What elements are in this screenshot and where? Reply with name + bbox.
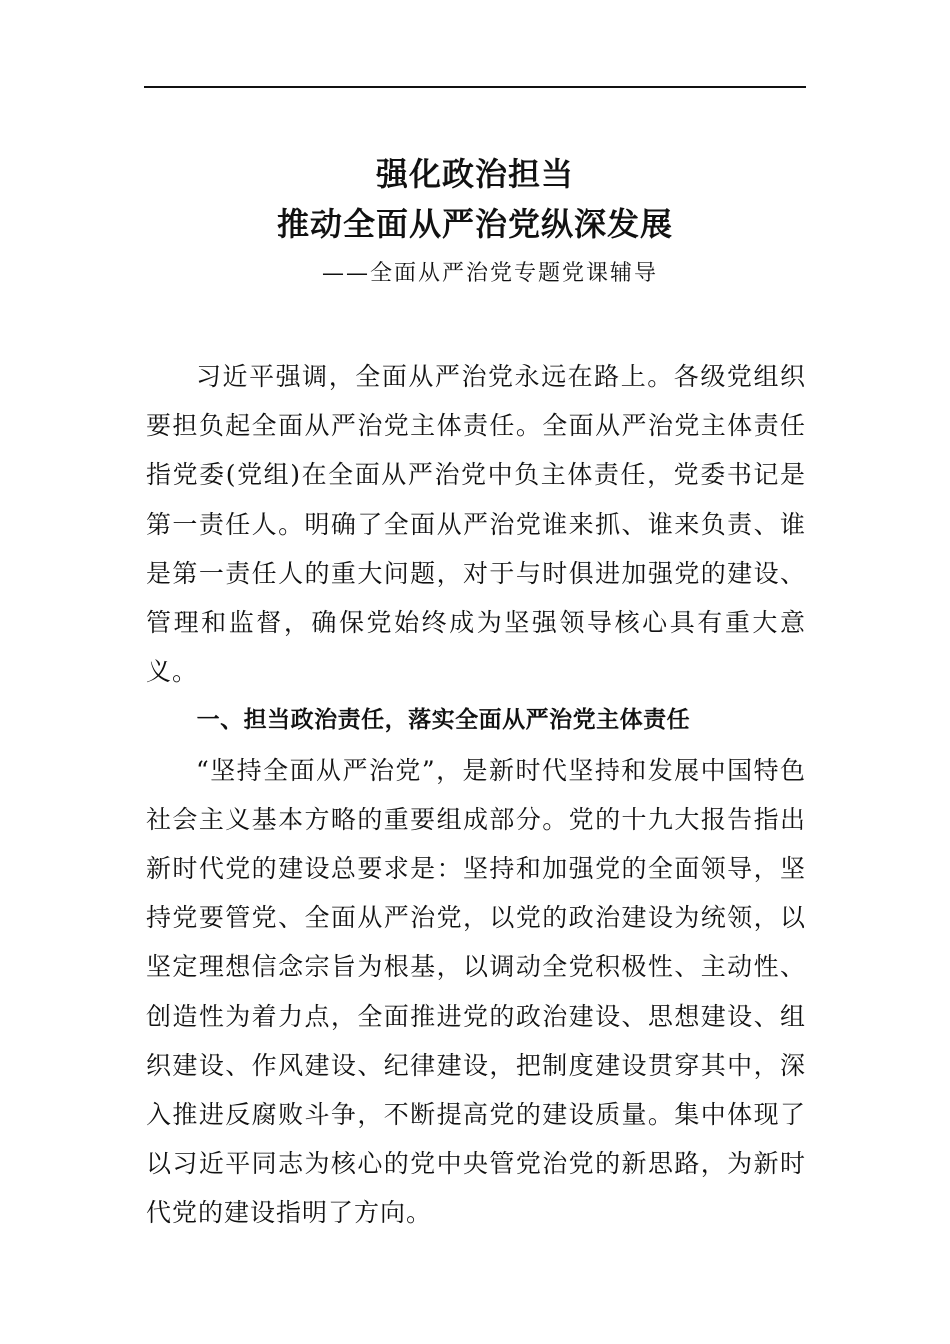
paragraph-intro: 习近平强调，全面从严治党永远在路上。各级党组织要担负起全面从严治党主体责任。全面从严治党主体责任指党委(党组)在全面从严治党中负主体责任，党委书记是第一责任人。明确了全面从严治党谁来抓、谁来负责、谁是第一责任人的重大问题，对于与时俱进加强党的建设、管理和监督，确保党始终成为坚强领导核心具有重大意义。 [146,362,806,687]
document-title-line-1: 强化政治担当 [375,155,574,193]
document-body [146,352,806,1238]
header-rule [144,86,806,88]
paragraph-section-1: “坚持全面从严治党”，是新时代坚持和发展中国特色社会主义基本方略的重要组成部分。党的十九大报告指出新时代党的建设总要求是：坚持和加强党的全面领导，坚持党要管党、全面从严治党，以党的政治建设为统领，以坚定理想信念宗旨为根基，以调动全党积极性、主动性、创造性为着力点，全面推进党的政治建设、思想建设、组织建设、作风建设、纪律建设，把制度建设贯穿其中，深入推进反腐败斗争，不断提高党的建设质量。集中体现了以习近平同志为核心的党中央管党治党的新思路，为新时代党的建设指明了方向。 [146,755,806,1228]
document-subtitle: ——全面从严治党专题党课辅导 [321,261,658,286]
section-heading-1: 一、担当政治责任，落实全面从严治党主体责任 [196,707,691,734]
document-title-line-2: 推动全面从严治党纵深发展 [276,205,673,243]
